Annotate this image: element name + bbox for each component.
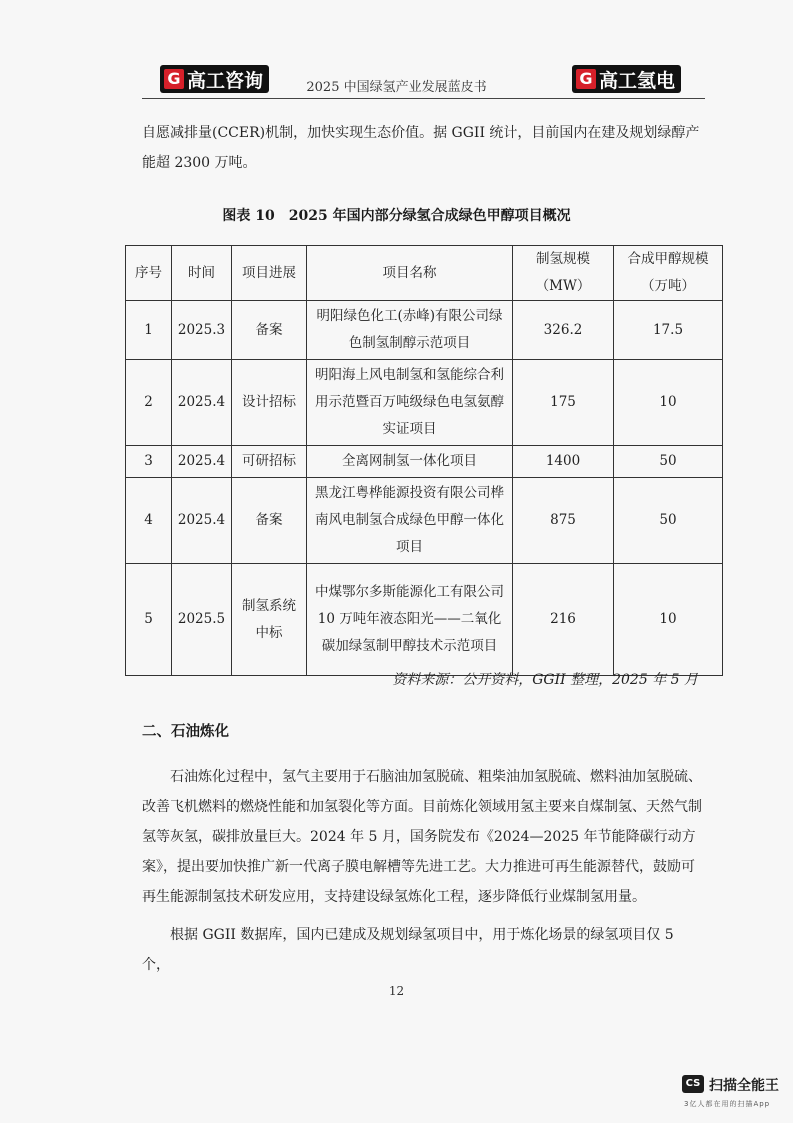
cell-methanol: 17.5	[614, 301, 723, 360]
watermark-tagline: 3亿人都在用的扫描App	[684, 1100, 771, 1108]
cell-time: 2025.3	[172, 301, 232, 360]
cell-h2: 175	[513, 360, 614, 446]
cell-progress: 制氢系统中标	[232, 564, 307, 676]
header-no: 序号	[126, 246, 172, 301]
cell-no: 5	[126, 564, 172, 676]
cell-name: 明阳海上风电制氢和氢能综合利用示范暨百万吨级绿色电氢氨醇实证项目	[307, 360, 513, 446]
header-h2-scale: 制氢规模（MW）	[513, 246, 614, 301]
cell-time: 2025.4	[172, 360, 232, 446]
cell-progress: 设计招标	[232, 360, 307, 446]
logo-mark: G	[576, 69, 596, 89]
page-number: 12	[388, 984, 405, 998]
cell-progress: 备案	[232, 301, 307, 360]
header-progress: 项目进展	[232, 246, 307, 301]
header-methanol-scale: 合成甲醇规模（万吨）	[614, 246, 723, 301]
logo-text: 高工咨询	[187, 69, 264, 92]
methanol-projects-table	[125, 245, 723, 676]
cell-progress: 备案	[232, 478, 307, 564]
cell-h2: 1400	[513, 446, 614, 478]
cell-no: 3	[126, 446, 172, 478]
cell-methanol: 50	[614, 478, 723, 564]
table-header-row	[126, 246, 723, 301]
cell-methanol: 50	[614, 446, 723, 478]
cell-methanol: 10	[614, 360, 723, 446]
cell-h2: 875	[513, 478, 614, 564]
header-title: 2025 中国绿氢产业发展蓝皮书	[306, 80, 487, 95]
table-row	[126, 478, 723, 564]
cell-h2: 216	[513, 564, 614, 676]
cell-no: 4	[126, 478, 172, 564]
logo-text: 高工氢电	[599, 69, 676, 92]
header-divider	[142, 98, 705, 99]
camscanner-icon: CS	[682, 1075, 704, 1093]
section-heading: 二、石油炼化	[142, 723, 229, 740]
table-title: 图表 10 2025 年国内部分绿氢合成绿色甲醇项目概况	[222, 208, 571, 224]
cell-methanol: 10	[614, 564, 723, 676]
header-name: 项目名称	[307, 246, 513, 301]
cell-progress: 可研招标	[232, 446, 307, 478]
body-paragraph: 根据 GGII 数据库，国内已建成及规划绿氢项目中，用于炼化场景的绿氢项目仅 5 个，	[142, 927, 674, 973]
cell-name: 中煤鄂尔多斯能源化工有限公司 10 万吨年液态阳光——二氧化碳加绿氢制甲醇技术示范项目	[307, 564, 513, 676]
cell-h2: 326.2	[513, 301, 614, 360]
cell-no: 1	[126, 301, 172, 360]
body-paragraph: 石油炼化过程中，氢气主要用于石脑油加氢脱硫、粗柴油加氢脱硫、燃料油加氢脱硫、改善飞机燃料的燃烧性能和加氢裂化等方面。目前炼化领域用氢主要来自煤制氢、天然气制氢等灰氢，碳排放量巨大。2024 年 5 月，国务院发布《2024—2025 年节能降碳行动方案》，提出要加快推广新一代离子膜电解槽等先进工艺。大力推进可再生能源替代，鼓励可再生能源制氢技术研发应用，支持建设绿氢炼化工程，逐步降低行业煤制氢用量。	[142, 769, 702, 905]
table-row	[126, 564, 723, 676]
cell-name: 明阳绿色化工(赤峰)有限公司绿色制氢制醇示范项目	[307, 301, 513, 360]
cell-name: 全离网制氢一体化项目	[307, 446, 513, 478]
header-time: 时间	[172, 246, 232, 301]
cell-no: 2	[126, 360, 172, 446]
cell-time: 2025.5	[172, 564, 232, 676]
table-row	[126, 360, 723, 446]
cell-time: 2025.4	[172, 478, 232, 564]
watermark-brand: 扫描全能王	[709, 1078, 779, 1094]
cell-name: 黑龙江粤桦能源投资有限公司桦南风电制氢合成绿色甲醇一体化项目	[307, 478, 513, 564]
intro-paragraph: 自愿减排量(CCER)机制，加快实现生态价值。据 GGII 统计，目前国内在建及规划绿醇产能超 2300 万吨。	[142, 125, 700, 171]
table-row	[126, 446, 723, 478]
cell-time: 2025.4	[172, 446, 232, 478]
logo-mark: G	[164, 69, 184, 89]
table-source: 资料来源：公开资料，GGII 整理，2025 年 5 月	[392, 672, 698, 688]
table-row	[126, 301, 723, 360]
logo-gaogong-hydrogen	[572, 65, 681, 93]
